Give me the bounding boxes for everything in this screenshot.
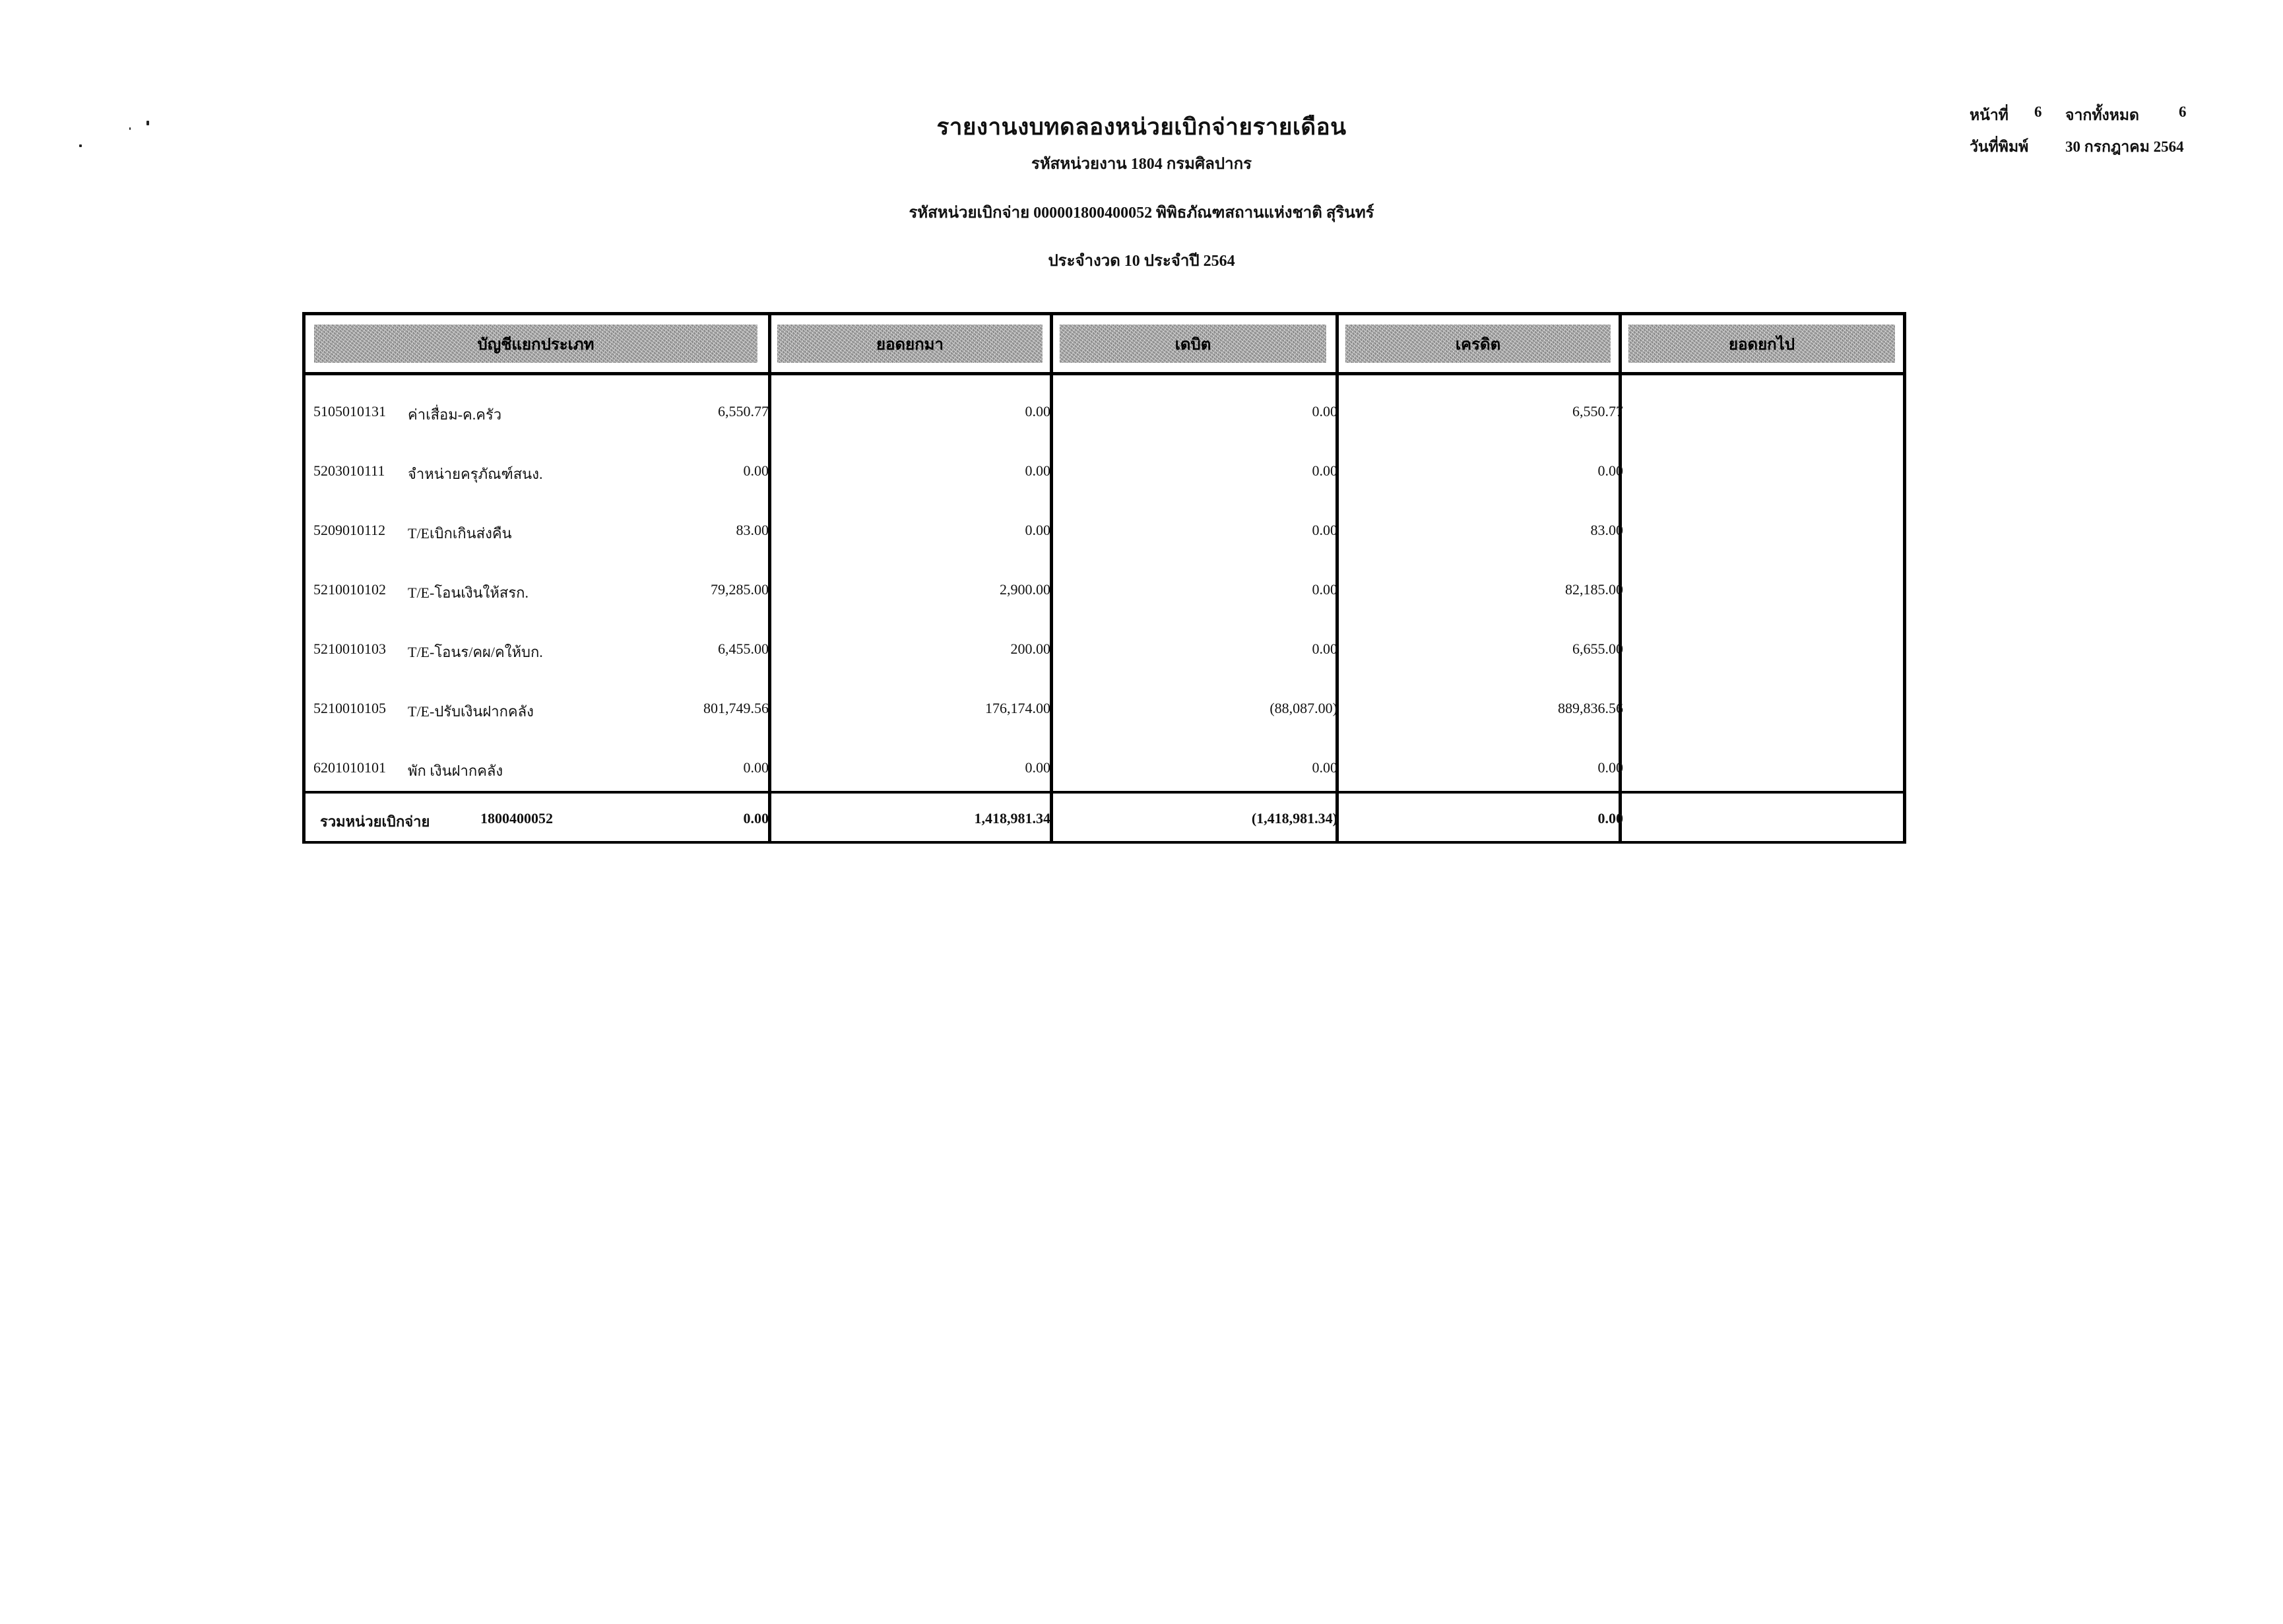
scan-speck: [146, 121, 149, 125]
credit-value: 0.00: [1312, 522, 1337, 538]
table-row: [302, 759, 1906, 786]
disbursing-unit-line: รหัสหน่วยเบิกจ่าย 000001800400052 พิพิธภัณฑสถานแห่งชาติ สุรินทร์: [909, 204, 1374, 222]
account-code: 6201010101: [313, 759, 386, 776]
total-carried-forward: 0.00: [1597, 810, 1623, 827]
account-name: T/E-ปรับเงินฝากคลัง: [408, 703, 534, 720]
carried-forward-value: 6,655.00: [1572, 640, 1623, 657]
column-header-credit: เครดิต: [1345, 325, 1611, 363]
account-code: 5105010131: [313, 403, 386, 420]
debit-value: 176,174.00: [985, 700, 1050, 716]
total-unit-code: 1800400052: [480, 810, 553, 827]
of-total-label: จากทั้งหมด: [2065, 107, 2139, 123]
column-header-carried-forward: ยอดยกไป: [1628, 325, 1895, 363]
carried-forward-value: 83.00: [1590, 522, 1623, 538]
table-row: [302, 462, 1906, 489]
brought-forward-value: 83.00: [736, 522, 769, 538]
trial-balance-table: [302, 312, 1906, 843]
credit-value: 0.00: [1312, 403, 1337, 420]
account-name: พัก เงินฝากคลัง: [408, 763, 503, 779]
brought-forward-value: 0.00: [743, 759, 769, 776]
account-code: 5210010102: [313, 581, 386, 598]
table-row: [302, 700, 1906, 726]
credit-value: 0.00: [1312, 462, 1337, 479]
table-row: [302, 581, 1906, 608]
credit-value: (88,087.00): [1270, 700, 1337, 716]
credit-value: 0.00: [1312, 581, 1337, 598]
column-header-ledger: บัญชีแยกประเภท: [314, 325, 757, 363]
brought-forward-value: 6,455.00: [718, 640, 769, 657]
table-row: [302, 403, 1906, 429]
debit-value: 0.00: [1025, 462, 1050, 479]
total-row: [302, 810, 1906, 836]
account-name: T/E-โอนเงินให้สรก.: [408, 584, 529, 601]
total-label: รวมหน่วยเบิกจ่าย: [320, 813, 430, 830]
debit-value: 2,900.00: [1000, 581, 1050, 598]
total-pages: 6: [2179, 104, 2187, 120]
account-code: 5210010103: [313, 640, 386, 657]
account-name: T/Eเบิกเกินส่งคืน: [408, 525, 512, 542]
account-name: T/E-โอนร/คผ/คให้บก.: [408, 644, 543, 660]
total-top-border: [302, 791, 1906, 794]
total-brought-forward: 0.00: [743, 810, 769, 827]
carried-forward-value: 889,836.56: [1558, 700, 1623, 716]
credit-value: 0.00: [1312, 640, 1337, 657]
page-number: 6: [2034, 104, 2042, 120]
debit-value: 0.00: [1025, 759, 1050, 776]
column-header-brought-forward: ยอดยกมา: [777, 325, 1043, 363]
account-code: 5210010105: [313, 700, 386, 716]
credit-value: 0.00: [1312, 759, 1337, 776]
debit-value: 0.00: [1025, 522, 1050, 538]
carried-forward-value: 82,185.00: [1565, 581, 1623, 598]
header-bottom-border: [302, 372, 1906, 375]
total-debit: 1,418,981.34: [974, 810, 1050, 827]
carried-forward-value: 0.00: [1597, 759, 1623, 776]
scan-speck: [129, 127, 131, 130]
brought-forward-value: 801,749.56: [703, 700, 769, 716]
table-row: [302, 522, 1906, 548]
print-date: 30 กรกฎาคม 2564: [2065, 139, 2184, 155]
account-name: ค่าเสื่อม-ค.ครัว: [408, 406, 502, 423]
account-code: 5209010112: [313, 522, 386, 538]
page-label: หน้าที่: [1970, 107, 2009, 123]
debit-value: 0.00: [1025, 403, 1050, 420]
total-credit: (1,418,981.34): [1251, 810, 1337, 827]
table-row: [302, 640, 1906, 667]
scan-speck: [79, 144, 82, 147]
period-line: ประจำงวด 10 ประจำปี 2564: [1048, 253, 1235, 270]
column-header-debit: เดบิต: [1060, 325, 1326, 363]
brought-forward-value: 6,550.77: [718, 403, 769, 420]
carried-forward-value: 6,550.77: [1572, 403, 1623, 420]
account-code: 5203010111: [313, 462, 385, 479]
print-date-label: วันที่พิมพ์: [1970, 139, 2029, 155]
table-top-border: [302, 312, 1906, 315]
debit-value: 200.00: [1010, 640, 1050, 657]
brought-forward-value: 0.00: [743, 462, 769, 479]
carried-forward-value: 0.00: [1597, 462, 1623, 479]
agency-line: รหัสหน่วยงาน 1804 กรมศิลปากร: [1031, 156, 1252, 173]
account-name: จำหน่ายครุภัณฑ์สนง.: [408, 466, 543, 482]
brought-forward-value: 79,285.00: [711, 581, 769, 598]
report-title: รายงานงบทดลองหน่วยเบิกจ่ายรายเดือน: [936, 114, 1347, 140]
table-bottom-border: [302, 841, 1906, 844]
